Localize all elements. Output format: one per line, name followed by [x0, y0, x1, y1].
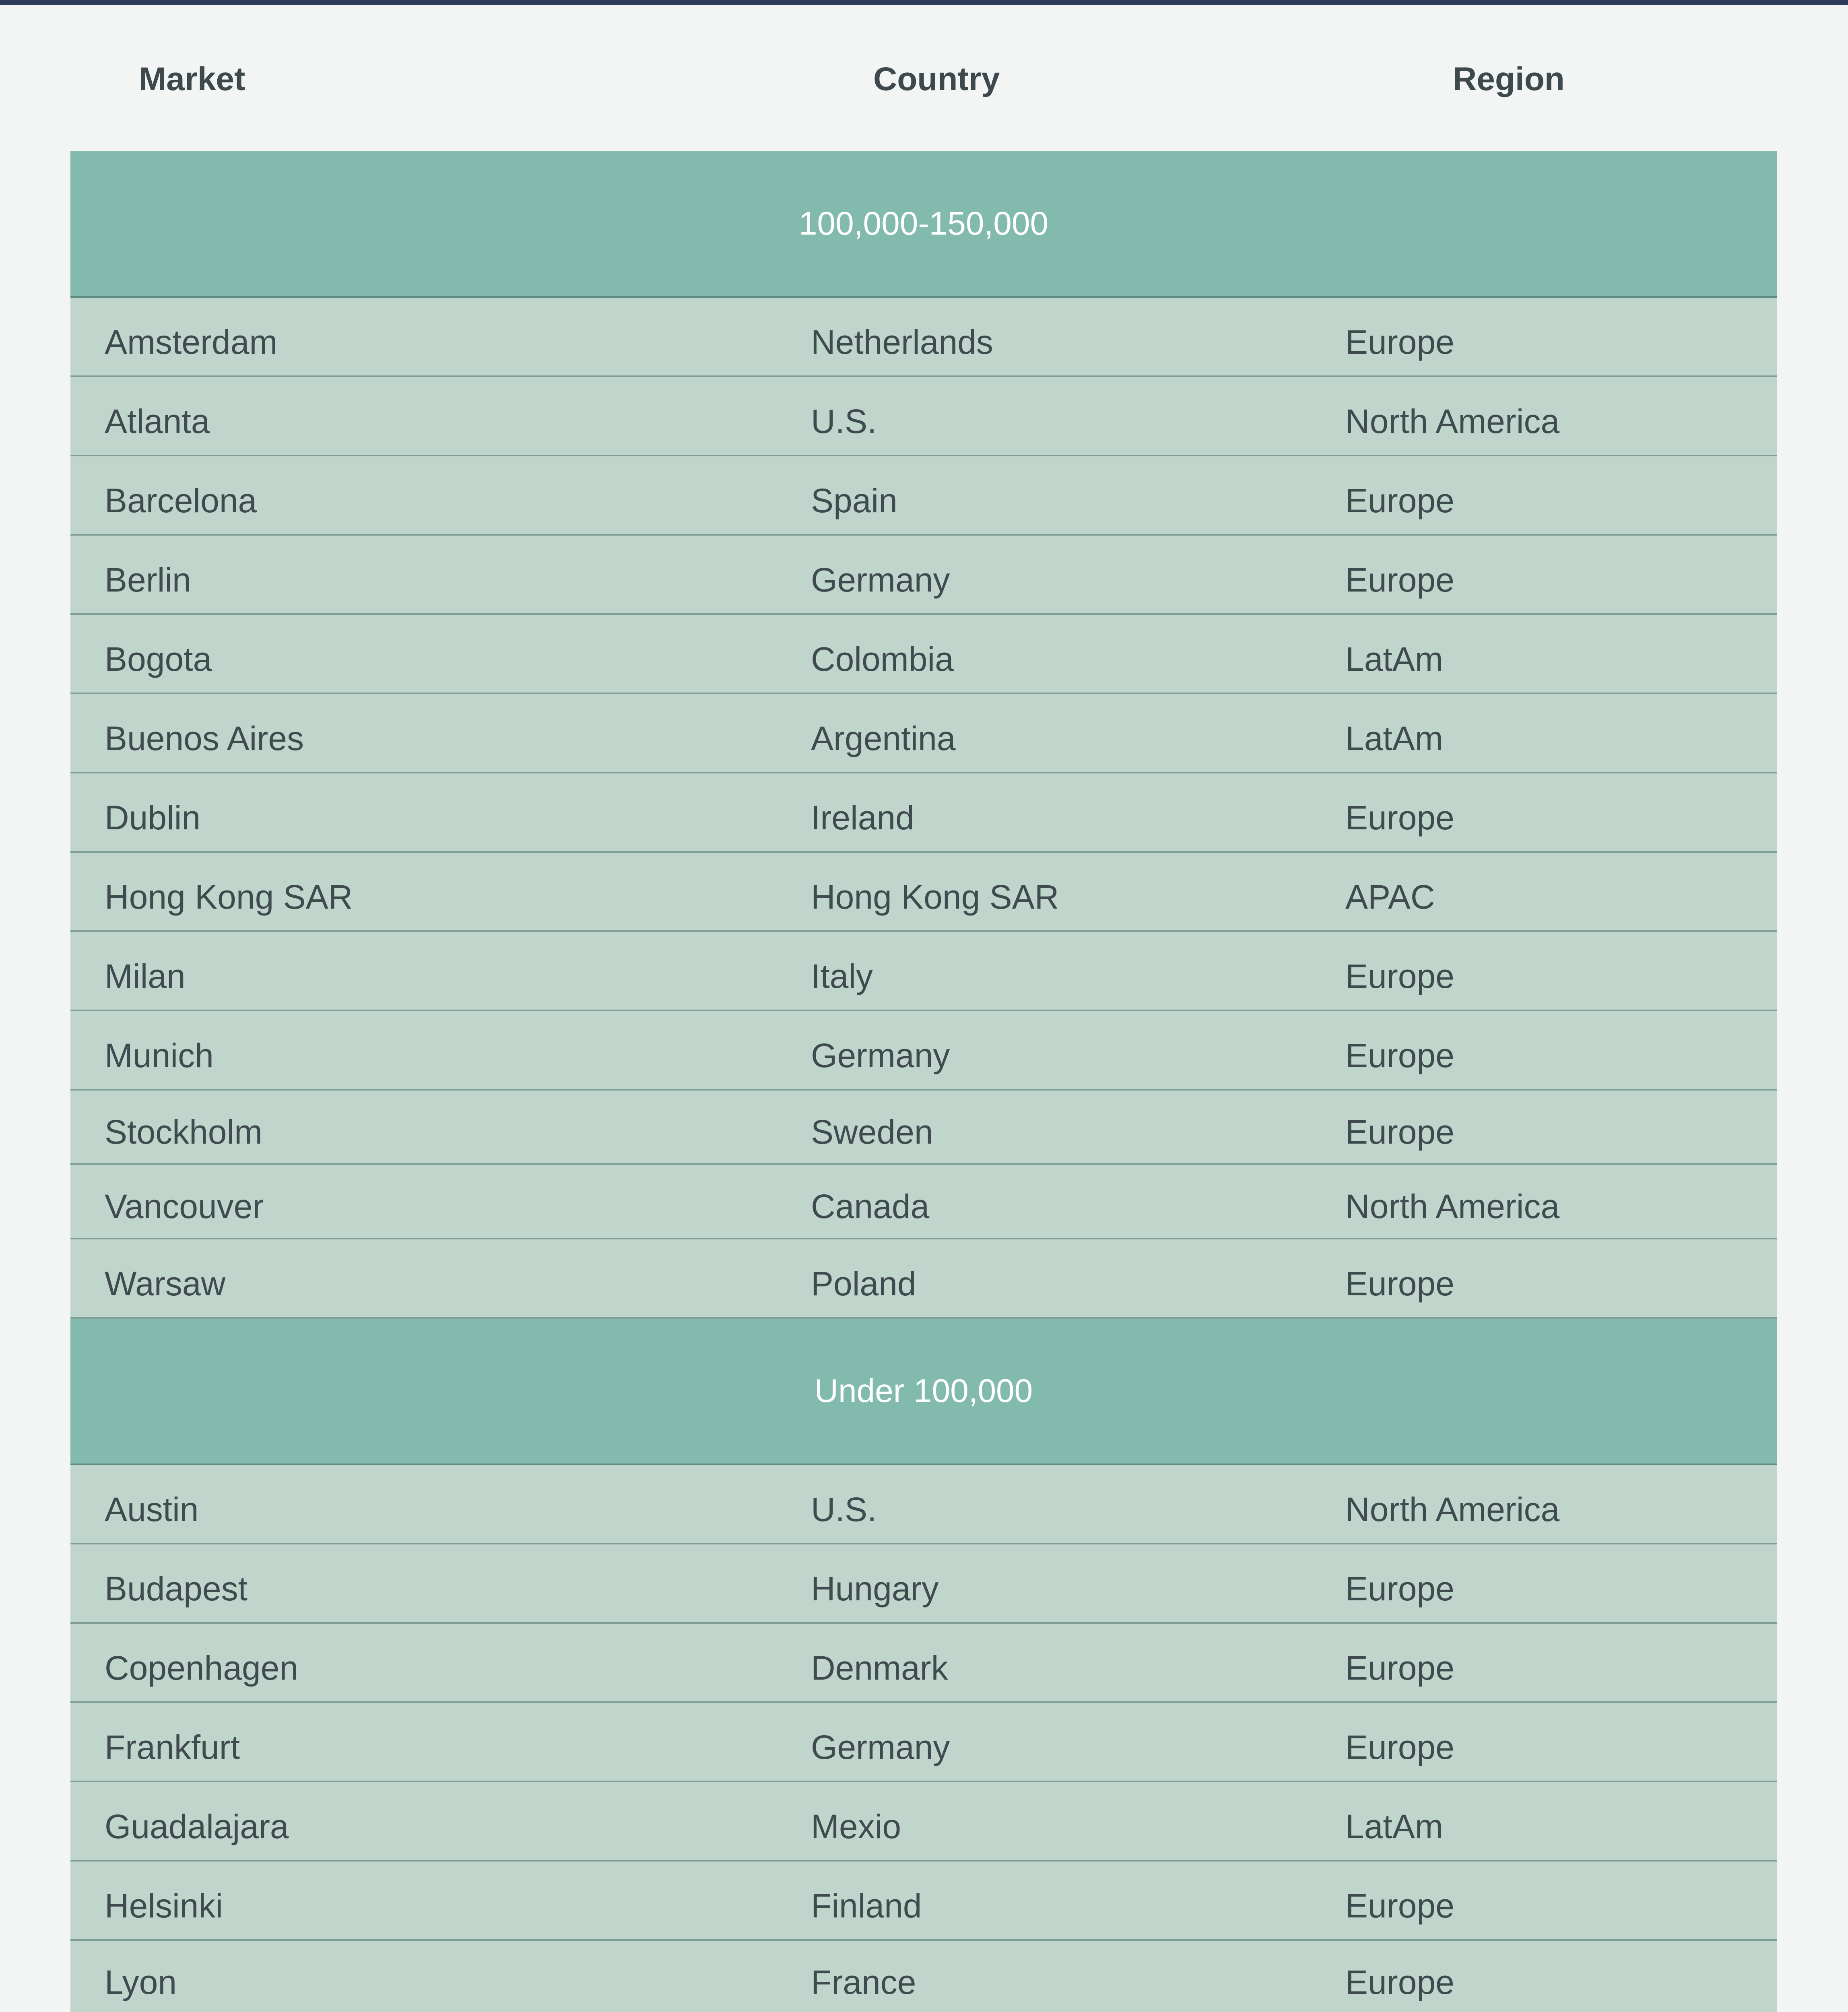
country-cell: Spain [811, 482, 897, 519]
group-header [70, 151, 1777, 298]
table-row [70, 1091, 1777, 1165]
market-cell: Stockholm [105, 1113, 263, 1151]
markets-table [70, 151, 1777, 2012]
table-row [70, 1862, 1777, 1941]
table-row [70, 694, 1777, 773]
country-cell: Colombia [811, 640, 954, 678]
column-header-region: Region [1453, 61, 1565, 97]
region-cell: Europe [1345, 1570, 1454, 1608]
region-cell: Europe [1345, 323, 1454, 361]
region-cell: Europe [1345, 482, 1454, 519]
region-cell: North America [1345, 402, 1560, 440]
table-row [70, 1703, 1777, 1782]
market-cell: Buenos Aires [105, 719, 304, 757]
market-cell: Budapest [105, 1570, 248, 1608]
table-row [70, 1624, 1777, 1703]
country-cell: Germany [811, 1037, 950, 1074]
market-cell: Atlanta [105, 402, 210, 440]
top-accent-bar [0, 0, 1848, 5]
table-row [70, 1465, 1777, 1544]
region-cell: APAC [1345, 878, 1435, 916]
country-cell: Germany [811, 561, 950, 599]
table-row [70, 615, 1777, 694]
country-cell: Germany [811, 1728, 950, 1766]
table-row [70, 932, 1777, 1011]
table-row [70, 1011, 1777, 1091]
country-cell: U.S. [811, 402, 877, 440]
country-cell: Mexio [811, 1808, 901, 1845]
market-cell: Berlin [105, 561, 191, 599]
market-cell: Amsterdam [105, 323, 278, 361]
country-cell: France [811, 1963, 916, 2001]
country-cell: Italy [811, 957, 873, 995]
market-cell: Dublin [105, 799, 201, 837]
country-cell: Netherlands [811, 323, 993, 361]
market-cell: Munich [105, 1037, 214, 1074]
table-row [70, 853, 1777, 932]
table-row [70, 1165, 1777, 1239]
table-row [70, 1239, 1777, 1319]
market-cell: Vancouver [105, 1187, 264, 1225]
region-cell: Europe [1345, 1963, 1454, 2001]
column-header-country: Country [873, 61, 1000, 97]
country-cell: Denmark [811, 1649, 948, 1687]
region-cell: Europe [1345, 1728, 1454, 1766]
group-header [70, 1319, 1777, 1465]
region-cell: Europe [1345, 561, 1454, 599]
region-cell: Europe [1345, 957, 1454, 995]
region-cell: North America [1345, 1490, 1560, 1528]
group-label: 100,000-150,000 [798, 205, 1049, 242]
table-row [70, 456, 1777, 536]
table-row [70, 1782, 1777, 1862]
country-cell: Hong Kong SAR [811, 878, 1059, 916]
table-row [70, 377, 1777, 456]
region-cell: North America [1345, 1187, 1560, 1225]
table-row [70, 773, 1777, 853]
region-cell: Europe [1345, 1037, 1454, 1074]
table-row [70, 536, 1777, 615]
region-cell: LatAm [1345, 640, 1443, 678]
region-cell: LatAm [1345, 719, 1443, 757]
region-cell: Europe [1345, 1887, 1454, 1925]
table-row [70, 1941, 1777, 2012]
market-cell: Frankfurt [105, 1728, 240, 1766]
country-cell: Hungary [811, 1570, 939, 1608]
market-cell: Helsinki [105, 1887, 223, 1925]
table-row [70, 298, 1777, 377]
column-header-market: Market [139, 61, 245, 97]
market-cell: Hong Kong SAR [105, 878, 353, 916]
region-cell: Europe [1345, 1265, 1454, 1303]
country-cell: Sweden [811, 1113, 933, 1151]
country-cell: Poland [811, 1265, 916, 1303]
region-cell: Europe [1345, 1649, 1454, 1687]
country-cell: Argentina [811, 719, 956, 757]
market-cell: Barcelona [105, 482, 257, 519]
region-cell: Europe [1345, 1113, 1454, 1151]
group-label: Under 100,000 [814, 1373, 1033, 1409]
region-cell: LatAm [1345, 1808, 1443, 1845]
market-cell: Warsaw [105, 1265, 226, 1303]
market-cell: Lyon [105, 1963, 177, 2001]
market-cell: Milan [105, 957, 186, 995]
country-cell: Canada [811, 1187, 930, 1225]
market-cell: Austin [105, 1490, 199, 1528]
country-cell: U.S. [811, 1490, 877, 1528]
table-row [70, 1544, 1777, 1624]
market-cell: Copenhagen [105, 1649, 299, 1687]
country-cell: Finland [811, 1887, 922, 1925]
market-cell: Bogota [105, 640, 212, 678]
market-cell: Guadalajara [105, 1808, 289, 1845]
region-cell: Europe [1345, 799, 1454, 837]
country-cell: Ireland [811, 799, 914, 837]
